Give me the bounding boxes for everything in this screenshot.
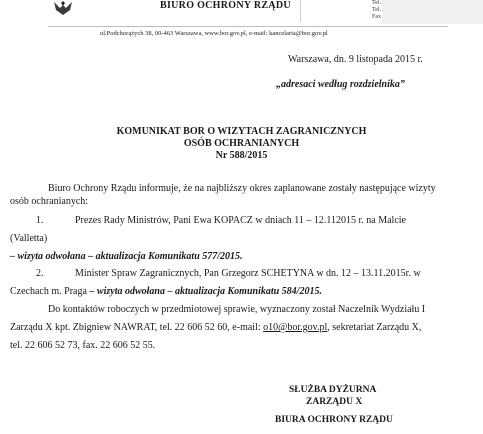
visit-item-1: Prezes Rady Ministrów, Pani Ewa KOPACZ w dniach 11 – 12.112015 r. na Malcie xyxy=(75,215,406,226)
organization-address: ul.Podchorążych 38, 00-463 Warszawa, www.bor.gov.pl, e-mail: kancelaria@bor.gov.pl xyxy=(100,30,328,37)
contact-person: Zarządu X kpt. Zbigniew NAWRAT, tel. 22 606 52 60, e-mail: xyxy=(10,322,264,333)
document-title: KOMUNIKAT BOR O WIZYTACH ZAGRANICZNYCH xyxy=(116,126,367,137)
visit-item-2: Minister Spraw Zagranicznych, Pan Grzegorz SCHETYNA w dn. 12 – 13.11.2015r. w xyxy=(75,268,421,279)
intro-text-cont: osób ochranianych: xyxy=(10,196,89,207)
tel-label: Tel. xyxy=(372,0,382,6)
intro-text: Biuro Ochrony Rządu informuje, że na najbliższy okres zaplanowane zostały następujące wizyty xyxy=(48,183,436,194)
visit-item-1-cont: (Valletta) xyxy=(10,233,48,244)
fax-label: Fax xyxy=(372,14,381,20)
visit-item-2-status: – wizyta odwołana – aktualizacja Komunikatu 584/2015. xyxy=(86,286,322,297)
item-number: 2. xyxy=(36,268,44,279)
signature-duty-service: SŁUŻBA DYŻURNA xyxy=(289,385,377,395)
document-title-line2: OSÓB OCHRANIANYCH xyxy=(183,138,300,149)
redacted-contact-numbers xyxy=(382,0,483,24)
visit-item-1-status: – wizyta odwołana – aktualizacja Komunikatu 577/2015. xyxy=(10,251,243,262)
header-contact-labels xyxy=(372,0,381,21)
visit-item-2-location: Czechach m. Praga xyxy=(10,286,87,297)
contact-text-line2 xyxy=(10,321,421,334)
recipient-line: „adresaci według rozdzielnika” xyxy=(276,79,405,90)
document-number: Nr 588/2015 xyxy=(215,150,268,161)
header-contact-box xyxy=(300,0,383,22)
organization-name: BIURO OCHRONY RZĄDU xyxy=(160,0,291,11)
document-date: Warszawa, dn. 9 listopada 2015 r. xyxy=(288,54,423,65)
signature-directorate: ZARZĄDU X xyxy=(306,397,363,407)
item-number: 1. xyxy=(36,215,44,226)
email-link[interactable]: o10@bor.gov.pl xyxy=(263,322,328,333)
contact-text: Do kontaktów roboczych w przedmiotowej sprawie, wyznaczony został Naczelnik Wydziału I xyxy=(48,304,426,315)
visit-item-2-cont xyxy=(10,285,322,298)
contact-text-line3: tel. 22 606 52 73, fax. 22 606 52 55. xyxy=(10,340,156,351)
header-divider xyxy=(48,26,448,27)
signature-organization: BIURA OCHRONY RZĄDU xyxy=(275,415,393,425)
contact-secretariat: , sekretariat Zarządu X, xyxy=(327,322,422,333)
eagle-emblem-icon xyxy=(52,0,74,16)
tel-label: Tel. xyxy=(372,7,382,13)
